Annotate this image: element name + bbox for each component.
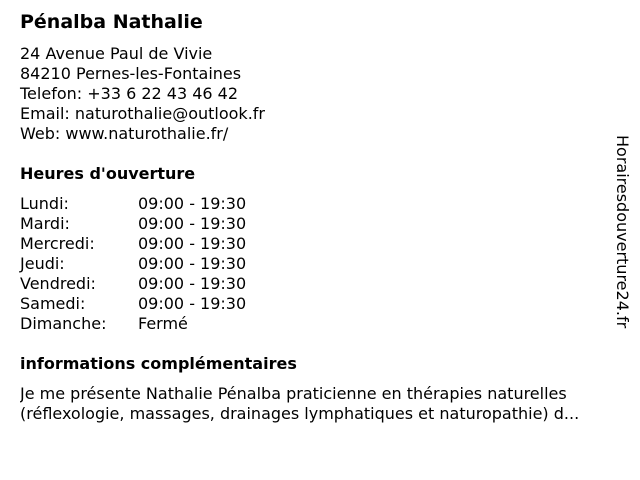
- day-label: Mardi:: [20, 214, 70, 233]
- day-label: Mercredi:: [20, 234, 95, 253]
- day-label: Vendredi:: [20, 274, 96, 293]
- time-value: 09:00 - 19:30: [138, 234, 247, 253]
- time-value: 09:00 - 19:30: [138, 194, 247, 213]
- hours-row-thursday: [20, 254, 320, 274]
- time-value: 09:00 - 19:30: [138, 274, 247, 293]
- day-label: Dimanche:: [20, 314, 107, 333]
- additional-info-heading: informations complémentaires: [20, 354, 297, 373]
- day-label: Lundi:: [20, 194, 69, 213]
- hours-row-saturday: [20, 294, 320, 314]
- street-address: 24 Avenue Paul de Vivie: [20, 44, 213, 63]
- time-value: 09:00 - 19:30: [138, 254, 247, 273]
- opening-hours-heading: Heures d'ouverture: [20, 164, 196, 183]
- phone-number: Telefon: +33 6 22 43 46 42: [20, 84, 239, 103]
- site-watermark: Horairesdouverture24.fr: [613, 135, 632, 329]
- day-label: Samedi:: [20, 294, 86, 313]
- contact-block: [20, 44, 265, 144]
- business-name: Pénalba Nathalie: [20, 11, 203, 33]
- day-label: Jeudi:: [20, 254, 65, 273]
- description-text: [20, 384, 630, 424]
- description-line: (réflexologie, massages, drainages lymphatiques et naturopathie) d...: [20, 404, 580, 423]
- hours-row-wednesday: [20, 234, 320, 254]
- hours-row-sunday: [20, 314, 320, 334]
- time-value: Fermé: [138, 314, 188, 333]
- email-address: Email: naturothalie@outlook.fr: [20, 104, 265, 123]
- hours-row-monday: [20, 194, 320, 214]
- hours-row-tuesday: [20, 214, 320, 234]
- opening-hours-table: [20, 194, 320, 334]
- time-value: 09:00 - 19:30: [138, 294, 247, 313]
- hours-row-friday: [20, 274, 320, 294]
- time-value: 09:00 - 19:30: [138, 214, 247, 233]
- website-address: Web: www.naturothalie.fr/: [20, 124, 229, 143]
- description-line: Je me présente Nathalie Pénalba praticienne en thérapies naturelles: [20, 384, 567, 403]
- city-address: 84210 Pernes-les-Fontaines: [20, 64, 242, 83]
